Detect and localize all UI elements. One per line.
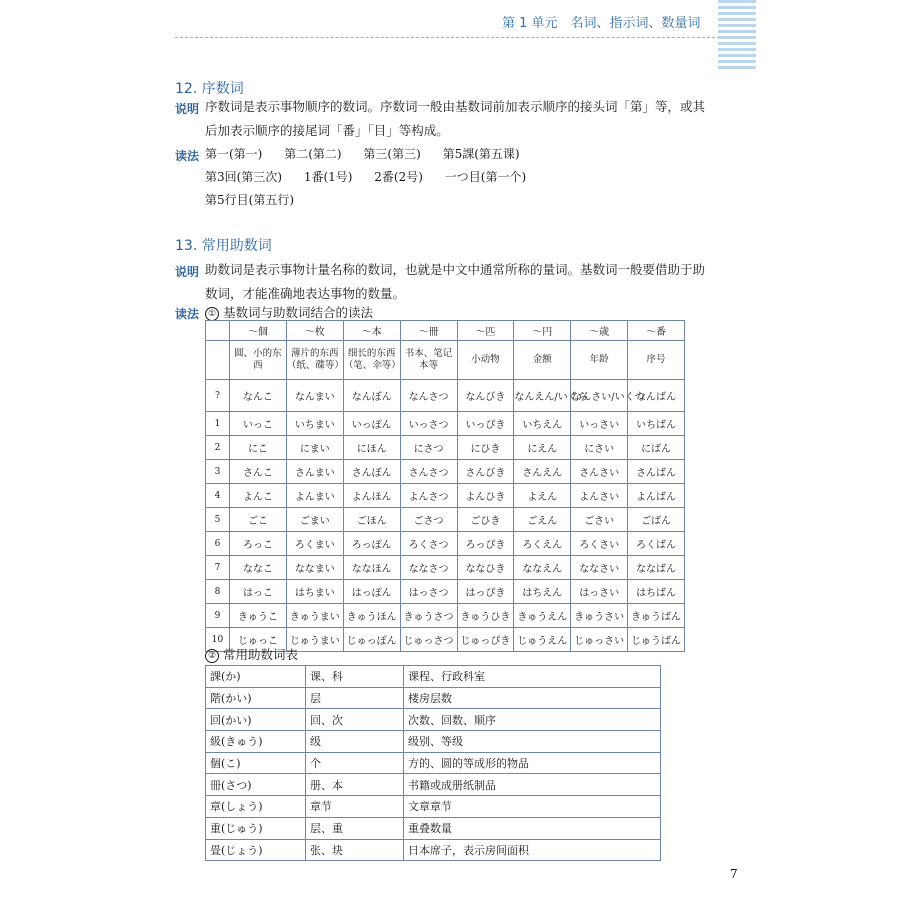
reading-cell: はっこ (230, 580, 287, 604)
counter-term: 畳(じょう) (206, 839, 306, 861)
table-row (206, 484, 685, 508)
example-item: 第三(第三) (363, 147, 421, 161)
example-item: 第5課(第五课) (442, 147, 520, 161)
reading-cell: じゅうえん (514, 628, 571, 652)
reading-cell: なんばん (628, 380, 685, 412)
table-row (206, 709, 661, 731)
counter-header: ～個 (230, 321, 287, 341)
reading-cell: なんぼん (343, 380, 400, 412)
counter-meaning: 回、次 (306, 709, 404, 731)
reading-cell: はっさつ (400, 580, 457, 604)
table-row (206, 532, 685, 556)
counter-term: 級(きゅう) (206, 731, 306, 753)
reading-cell: ななばん (628, 556, 685, 580)
reading-cell: ごさつ (400, 508, 457, 532)
counter-usage: 级别、等级 (404, 731, 661, 753)
reading-cell: じゅっぽん (343, 628, 400, 652)
reading-cell: きゅうばん (628, 604, 685, 628)
table-row (206, 412, 685, 436)
reading-cell: にさつ (400, 436, 457, 460)
reading-cell: ろくさい (571, 532, 628, 556)
row-number: 6 (206, 532, 230, 556)
counter-description: 年龄 (571, 341, 628, 380)
reading-cell: きゅうひき (457, 604, 514, 628)
section-12-explain-line-2: 后加表示顺序的接尾词「番」「目」等构成。 (205, 123, 449, 138)
section-12-explain-label: 说明 (175, 102, 200, 116)
table-body (206, 380, 685, 652)
reading-cell: ごえん (514, 508, 571, 532)
counter-description: 书本、笔记本等 (400, 341, 457, 380)
counter-description: 细长的东西（笔、伞等） (343, 341, 400, 380)
table-row (206, 666, 661, 688)
running-header: 第 1 单元 名词、指示词、数量词 (502, 16, 701, 31)
reading-cell: さんえん (514, 460, 571, 484)
reading-cell: さんさつ (400, 460, 457, 484)
table-row (206, 752, 661, 774)
reading-cell: よんほん (343, 484, 400, 508)
reading-cell: よんさい (571, 484, 628, 508)
reading-cell: じゅっさい (571, 628, 628, 652)
counter-header: ～番 (628, 321, 685, 341)
table-2-title-text: 常用助数词表 (223, 647, 299, 662)
example-item: 第一(第一) (205, 147, 263, 161)
example-line-3 (205, 191, 312, 208)
reading-cell: さんびき (457, 460, 514, 484)
reading-cell: じゅうまい (286, 628, 343, 652)
reading-cell: なんまい (286, 380, 343, 412)
reading-cell: いっぽん (343, 412, 400, 436)
reading-cell: はちまい (286, 580, 343, 604)
counter-term: 個(こ) (206, 752, 306, 774)
counter-description: 小动物 (457, 341, 514, 380)
reading-cell: はちばん (628, 580, 685, 604)
row-number: 7 (206, 556, 230, 580)
counter-reading-table (205, 320, 685, 652)
reading-cell: ごばん (628, 508, 685, 532)
reading-cell: ななほん (343, 556, 400, 580)
reading-cell: なんこ (230, 380, 287, 412)
reading-cell: よんさつ (400, 484, 457, 508)
counter-header: ～匹 (457, 321, 514, 341)
reading-cell: はちえん (514, 580, 571, 604)
counter-term: 重(じゅう) (206, 817, 306, 839)
counter-meaning: 章节 (306, 796, 404, 818)
counter-meaning: 级 (306, 731, 404, 753)
table-row (206, 508, 685, 532)
example-line-2 (205, 168, 544, 185)
reading-cell: ごほん (343, 508, 400, 532)
row-number: 5 (206, 508, 230, 532)
reading-cell: ななさつ (400, 556, 457, 580)
reading-cell: いっさい (571, 412, 628, 436)
table-row (206, 796, 661, 818)
counter-term: 冊(さつ) (206, 774, 306, 796)
reading-cell: いちまい (286, 412, 343, 436)
row-number: 1 (206, 412, 230, 436)
section-12-title: 12. 序数词 (175, 81, 244, 97)
table-description-row (206, 341, 685, 380)
corner-decoration (718, 0, 756, 80)
section-13-read-label: 读法 (175, 307, 200, 321)
counter-header: ～歳 (571, 321, 628, 341)
row-number: 9 (206, 604, 230, 628)
example-item: 第3回(第三次) (205, 170, 282, 184)
reading-cell: きゅうさつ (400, 604, 457, 628)
reading-cell: ろくさつ (400, 532, 457, 556)
common-counters-table (205, 665, 661, 861)
table-header-row (206, 321, 685, 341)
counter-meaning: 课、科 (306, 666, 404, 688)
reading-cell: よんこ (230, 484, 287, 508)
header-divider (175, 37, 725, 38)
reading-cell: さんこ (230, 460, 287, 484)
reading-cell: きゅうほん (343, 604, 400, 628)
section-13-explain-line-1: 助数词是表示事物计量名称的数词，也就是中文中通常所称的量词。基数词一般要借助于助 (205, 262, 706, 277)
reading-cell: はっぽん (343, 580, 400, 604)
reading-cell: ろっこ (230, 532, 287, 556)
reading-cell: ごさい (571, 508, 628, 532)
reading-cell: さんさい (571, 460, 628, 484)
section-13-explain-line-2: 数词，才能准确地表达事物的数量。 (205, 286, 406, 301)
reading-cell: なんさつ (400, 380, 457, 412)
reading-cell: にさい (571, 436, 628, 460)
reading-cell: ろっぴき (457, 532, 514, 556)
reading-cell: じゅっさつ (400, 628, 457, 652)
table-row (206, 839, 661, 861)
reading-cell: さんぼん (343, 460, 400, 484)
section-12-read-label: 读法 (175, 149, 200, 163)
table-row (206, 731, 661, 753)
reading-cell: はっぴき (457, 580, 514, 604)
counter-usage: 课程、行政科室 (404, 666, 661, 688)
counter-description: 圆、小的东西 (230, 341, 287, 380)
example-item: 1番(1号) (303, 170, 353, 184)
reading-cell: ごこ (230, 508, 287, 532)
reading-cell: いっこ (230, 412, 287, 436)
reading-cell: ごまい (286, 508, 343, 532)
counter-meaning: 册、本 (306, 774, 404, 796)
counter-usage: 日本席子，表示房间面积 (404, 839, 661, 861)
row-number: 8 (206, 580, 230, 604)
counter-header: ～冊 (400, 321, 457, 341)
table-row (206, 436, 685, 460)
reading-cell: よえん (514, 484, 571, 508)
reading-cell: ななひき (457, 556, 514, 580)
table-row (206, 556, 685, 580)
example-item: 2番(2号) (374, 170, 423, 184)
reading-cell: よんばん (628, 484, 685, 508)
section-13-explain-label: 说明 (175, 265, 200, 279)
reading-cell: きゅうこ (230, 604, 287, 628)
reading-cell: よんまい (286, 484, 343, 508)
table-1-title-text: 基数词与助数词结合的读法 (223, 305, 374, 320)
counter-usage: 文章章节 (404, 796, 661, 818)
reading-cell: にえん (514, 436, 571, 460)
reading-cell: いっさつ (400, 412, 457, 436)
example-item: 一つ目(第一个) (444, 170, 527, 184)
counter-header: ～枚 (286, 321, 343, 341)
counter-term: 回(かい) (206, 709, 306, 731)
reading-cell: ろっぽん (343, 532, 400, 556)
corner-cell (206, 341, 230, 380)
row-number: ? (206, 380, 230, 412)
reading-cell: にひき (457, 436, 514, 460)
section-12-explain-line-1: 序数词是表示事物顺序的数词。序数词一般由基数词前加表示顺序的接头词「第」等，或其 (205, 99, 706, 114)
row-number: 4 (206, 484, 230, 508)
reading-cell: にばん (628, 436, 685, 460)
reading-cell: ろくえん (514, 532, 571, 556)
counter-meaning: 张、块 (306, 839, 404, 861)
circled-number-1: ① (205, 307, 219, 321)
table-row (206, 604, 685, 628)
reading-cell: いちえん (514, 412, 571, 436)
counter-meaning: 层 (306, 687, 404, 709)
example-item: 第5行目(第五行) (205, 193, 294, 207)
reading-cell: なんさい/いくつ (571, 380, 628, 412)
counter-term: 課(か) (206, 666, 306, 688)
reading-cell: ななまい (286, 556, 343, 580)
reading-cell: なんえん/いくら (514, 380, 571, 412)
table-2-title (205, 645, 298, 663)
reading-cell: きゅうまい (286, 604, 343, 628)
table-1-title (205, 303, 373, 321)
row-number: 2 (206, 436, 230, 460)
counter-meaning: 个 (306, 752, 404, 774)
reading-cell: にまい (286, 436, 343, 460)
counter-usage: 方的、圆的等成形的物品 (404, 752, 661, 774)
reading-cell: ななえん (514, 556, 571, 580)
counter-header: ～本 (343, 321, 400, 341)
row-number: 10 (206, 628, 230, 652)
reading-cell: なんびき (457, 380, 514, 412)
reading-cell: ろくまい (286, 532, 343, 556)
reading-cell: じゅっぴき (457, 628, 514, 652)
reading-cell: ろくばん (628, 532, 685, 556)
section-13-title: 13. 常用助数词 (175, 238, 272, 254)
reading-cell: いっぴき (457, 412, 514, 436)
counter-usage: 重叠数量 (404, 817, 661, 839)
counter-header: ～円 (514, 321, 571, 341)
reading-cell: ごひき (457, 508, 514, 532)
reading-cell: よんひき (457, 484, 514, 508)
table-row (206, 687, 661, 709)
reading-cell: さんばん (628, 460, 685, 484)
table-row (206, 580, 685, 604)
counter-meaning: 层、重 (306, 817, 404, 839)
reading-cell: きゅうさい (571, 604, 628, 628)
reading-cell: さんまい (286, 460, 343, 484)
table-row (206, 817, 661, 839)
table-row (206, 460, 685, 484)
counter-description: 金额 (514, 341, 571, 380)
reading-cell: にこ (230, 436, 287, 460)
example-line-1 (205, 145, 538, 162)
counter-usage: 次数、回数、顺序 (404, 709, 661, 731)
reading-cell: じゅうばん (628, 628, 685, 652)
reading-cell: にほん (343, 436, 400, 460)
corner-cell (206, 321, 230, 341)
counter-usage: 楼房层数 (404, 687, 661, 709)
reading-cell: ななこ (230, 556, 287, 580)
page-number: 7 (730, 867, 738, 881)
reading-cell: いちばん (628, 412, 685, 436)
counter-term: 章(しょう) (206, 796, 306, 818)
table-body (206, 666, 661, 861)
counter-description: 序号 (628, 341, 685, 380)
reading-cell: はっさい (571, 580, 628, 604)
reading-cell: じゅっこ (230, 628, 287, 652)
counter-description: 薄片的东西（纸、碟等） (286, 341, 343, 380)
counter-term: 階(かい) (206, 687, 306, 709)
table-row (206, 380, 685, 412)
circled-number-2: ② (205, 649, 219, 663)
table-row (206, 774, 661, 796)
reading-cell: ななさい (571, 556, 628, 580)
reading-cell: きゅうえん (514, 604, 571, 628)
example-item: 第二(第二) (284, 147, 342, 161)
counter-usage: 书籍或成册纸制品 (404, 774, 661, 796)
row-number: 3 (206, 460, 230, 484)
